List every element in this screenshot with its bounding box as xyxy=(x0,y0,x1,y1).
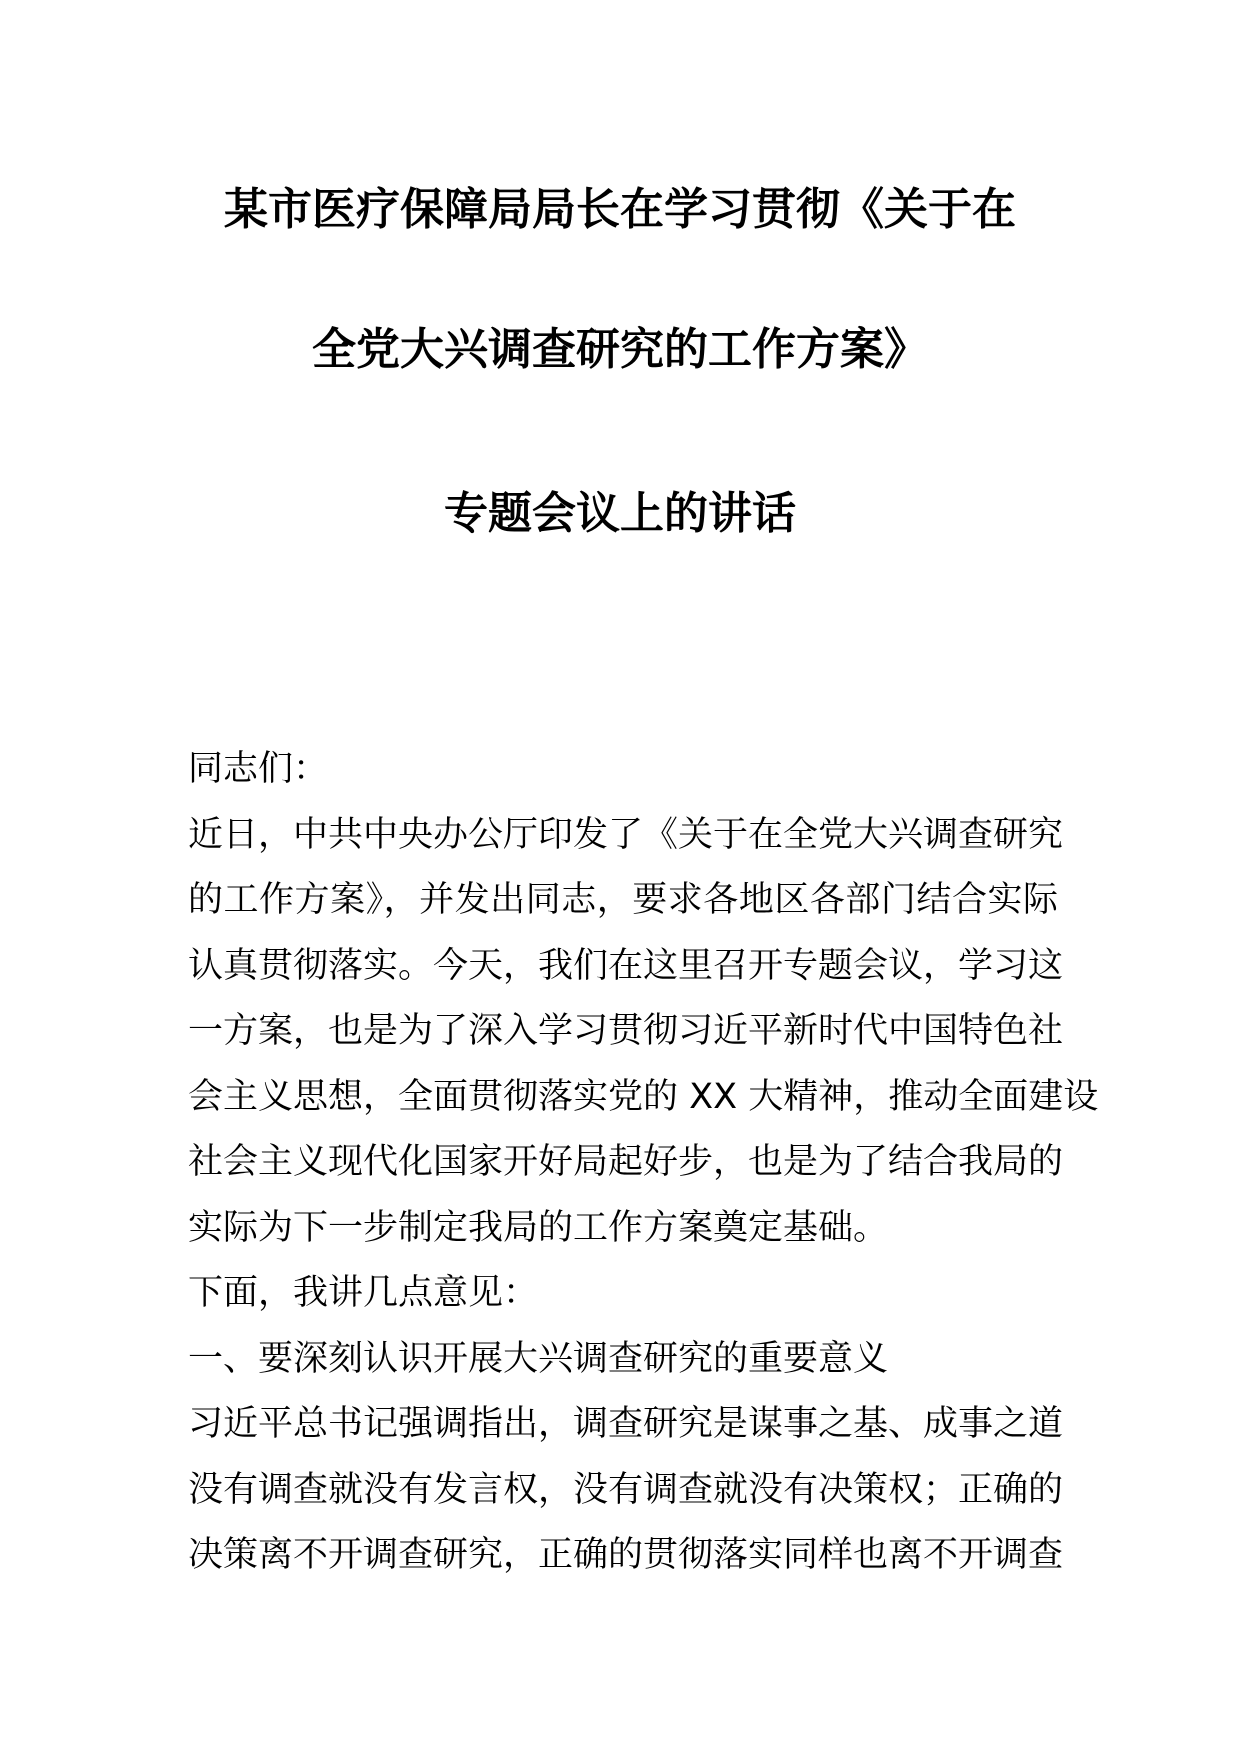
salutation: 同志们： xyxy=(188,749,329,789)
paragraph-line: 习近平总书记强调指出，调查研究是谋事之基、成事之道 xyxy=(188,1404,1064,1444)
paragraph-line: 的工作方案》，并发出同志，要求各地区各部门结合实际 xyxy=(188,880,1058,920)
paragraph-line: 认真贯彻落实。今天，我们在这里召开专题会议，学习这 xyxy=(188,945,1064,986)
paragraph-line: 实际为下一步制定我局的工作方案奠定基础。 xyxy=(188,1207,889,1248)
document-title-line-3: 专题会议上的讲话 xyxy=(444,488,796,539)
paragraph-line: 决策离不开调查研究，正确的贯彻落实同样也离不开调查 xyxy=(188,1535,1064,1575)
paragraph-line: 社会主义现代化国家开好局起好步，也是为了结合我局的 xyxy=(188,1142,1064,1182)
section-heading: 一、要深刻认识开展大兴调查研究的重要意义 xyxy=(188,1338,889,1379)
paragraph-line: 没有调查就没有发言权，没有调查就没有决策权；正确的 xyxy=(188,1469,1064,1510)
document-body xyxy=(188,737,1099,1589)
paragraph-line: 近日，中共中央办公厅印发了《关于在全党大兴调查研究 xyxy=(188,814,1064,855)
paragraph-line: 一方案，也是为了深入学习贯彻习近平新时代中国特色社 xyxy=(188,1011,1064,1051)
paragraph-line: 下面，我讲几点意见： xyxy=(188,1273,539,1313)
paragraph-line: 会主义思想，全面贯彻落实党的 XX 大精神，推动全面建设 xyxy=(188,1076,1099,1117)
document-title-line-1: 某市医疗保障局局长在学习贯彻《关于在 xyxy=(224,184,1016,235)
document-title-line-2: 全党大兴调查研究的工作方案》 xyxy=(312,324,928,375)
